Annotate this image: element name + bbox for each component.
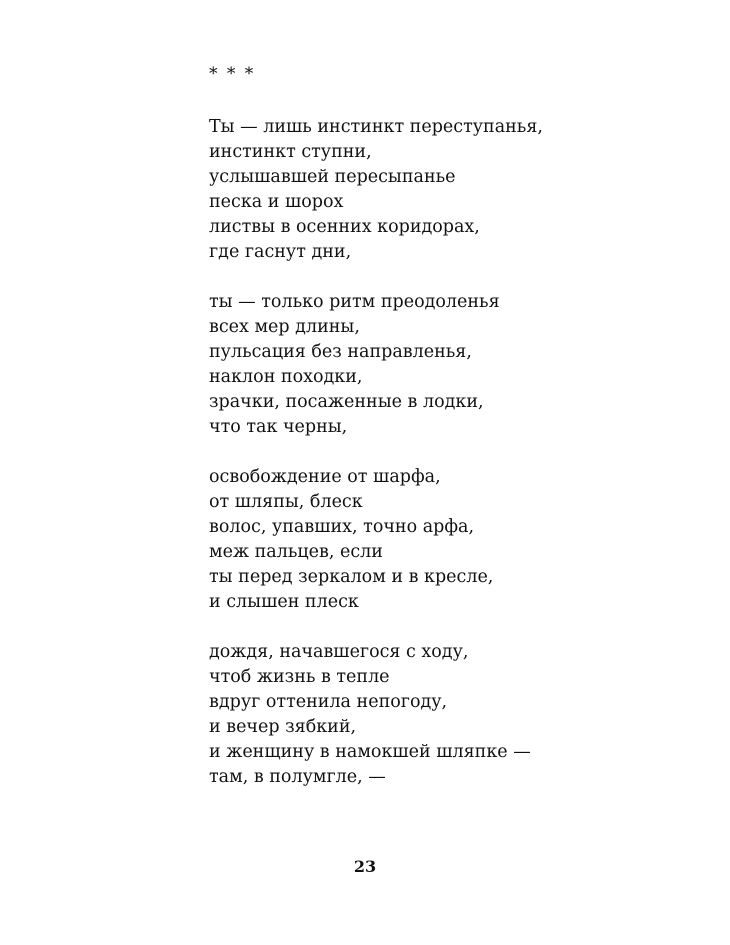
- poem-line: волос, упавших, точно арфа,: [209, 517, 475, 537]
- poem-line: чтоб жизнь в тепле: [209, 667, 390, 687]
- poem-line: и женщину в намокшей шляпке —: [209, 742, 531, 762]
- poem-line: вдруг оттенила непогоду,: [209, 692, 448, 712]
- poem-line: ты перед зеркалом и в кресле,: [209, 567, 494, 587]
- poem-line: листвы в осенних коридорах,: [209, 217, 480, 237]
- poem-line: песка и шорох: [209, 192, 344, 212]
- poem-line: меж пальцев, если: [209, 542, 383, 562]
- poem-line: Ты — лишь инстинкт переступанья,: [209, 117, 543, 137]
- poem-line: где гаснут дни,: [209, 242, 352, 262]
- poem-line: всех мер длины,: [209, 317, 360, 337]
- poem-line: от шляпы, блеск: [209, 492, 363, 512]
- stanza-3: [209, 465, 679, 615]
- page-number: 23: [353, 857, 377, 876]
- poem-line: ты — только ритм преодоленья: [209, 292, 500, 312]
- poem-line: что так черны,: [209, 417, 348, 437]
- stanza-4: [209, 640, 679, 790]
- poem-line: и вечер зябкий,: [209, 717, 357, 737]
- poem-line: пульсация без направленья,: [209, 342, 472, 362]
- section-separator: * * *: [209, 64, 256, 84]
- poem-line: инстинкт ступни,: [209, 142, 372, 162]
- poem-line: освобождение от шарфа,: [209, 467, 441, 487]
- poem-line: услышавшей пересыпанье: [209, 167, 456, 187]
- poem-line: дождя, начавшегося с ходу,: [209, 642, 469, 662]
- poem-line: наклон походки,: [209, 367, 363, 387]
- poem-line: зрачки, посаженные в лодки,: [209, 392, 484, 412]
- poem-line: там, в полумгле, —: [209, 767, 386, 787]
- stanza-1: [209, 115, 679, 265]
- poem-line: и слышен плеск: [209, 592, 359, 612]
- stanza-2: [209, 290, 679, 440]
- poem: [209, 62, 679, 815]
